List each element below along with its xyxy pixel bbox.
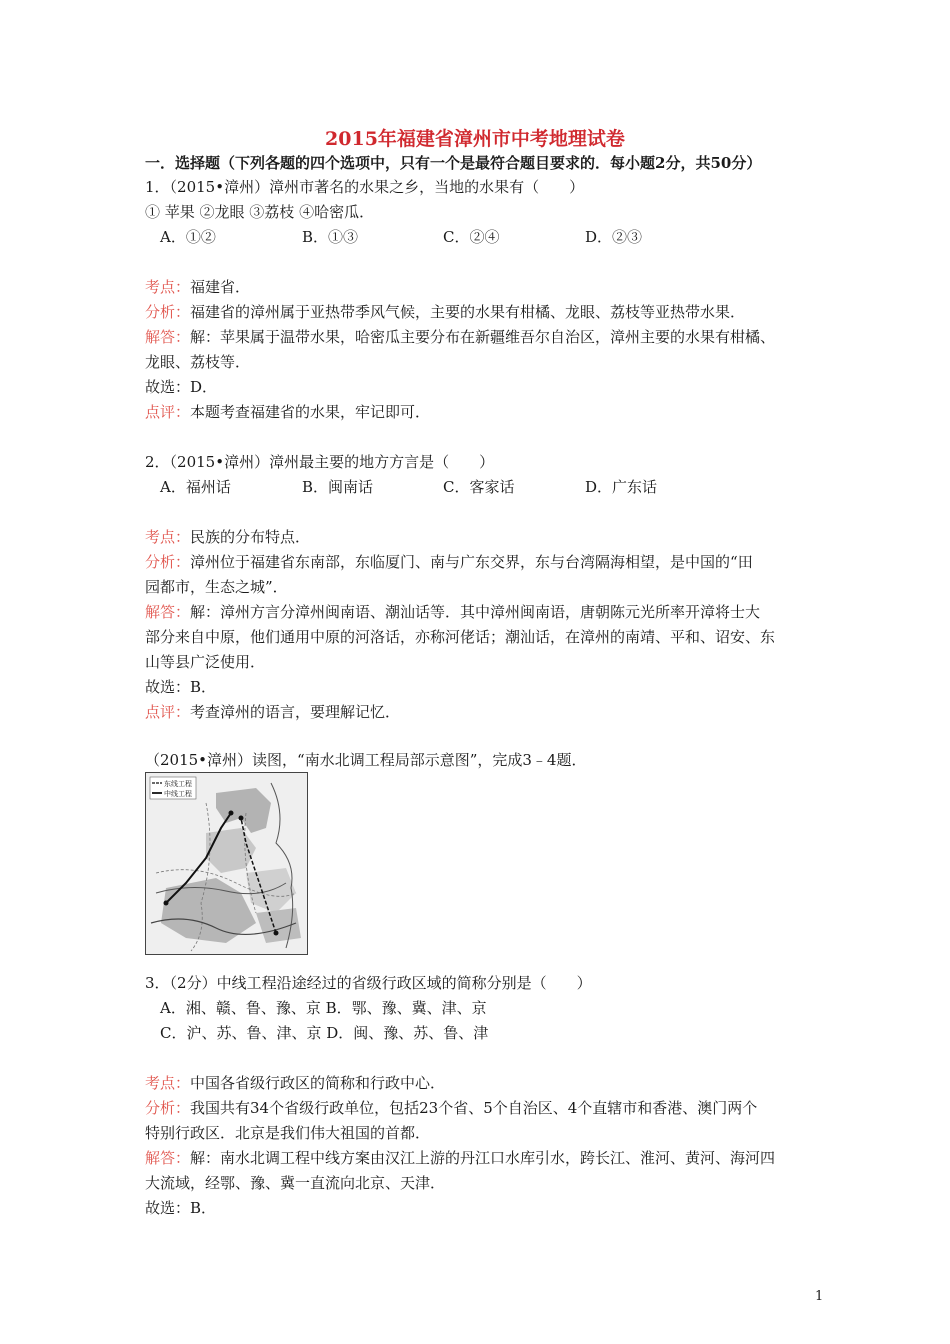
q3-jieda: [145, 1148, 775, 1168]
legend-middle-route: 中线工程: [164, 790, 192, 798]
q1-jieda-text-2: 龙眼、荔枝等．: [145, 353, 251, 371]
jieda-label: 解答：: [145, 1149, 191, 1167]
q2-option-d: D．广东话: [585, 478, 658, 496]
q1-items: ① 苹果 ②龙眼 ③荔枝 ④哈密瓜．: [145, 203, 375, 221]
q34-intro: （2015•漳州）读图，“南水北调工程局部示意图”，完成3﹣4题．: [145, 751, 587, 769]
q1-kaodian: [145, 277, 250, 297]
q3-jieda-text-2: 大流域，经鄂、豫、冀一直流向北京、天津．: [145, 1174, 446, 1192]
q1-option-d: D．②③: [585, 228, 643, 246]
q3-options-row-2: C．沪、苏、鲁、津、京 D．闽、豫、苏、鲁、津: [160, 1024, 489, 1042]
q2-answer: 故选：B．: [145, 678, 217, 696]
legend-eastern-route: 东线工程: [164, 780, 192, 788]
q2-option-c: C．客家话: [443, 478, 515, 496]
q1-jieda-text-1: 解：苹果属于温带水果，哈密瓜主要分布在新疆维吾尔自治区，漳州主要的水果有柑橘、: [190, 328, 776, 346]
page-number: 1: [815, 1289, 824, 1304]
fenxi-label: 分析：: [145, 553, 191, 571]
q3-stem: 3．（2分）中线工程沿途经过的省级行政区域的简称分别是（ ）: [145, 974, 592, 992]
q1-fenxi: [145, 302, 745, 322]
q1-option-b: B．①③: [302, 228, 359, 246]
jieda-label: 解答：: [145, 603, 191, 621]
q1-answer: 故选：D．: [145, 378, 218, 396]
map-figure: [146, 773, 307, 954]
jieda-label: 解答：: [145, 328, 191, 346]
q3-jieda-text-1: 解：南水北调工程中线方案由汉江上游的丹江口水库引水，跨长江、淮河、黄河、海河四: [190, 1149, 776, 1167]
q3-kaodian: [145, 1073, 445, 1093]
q2-fenxi: [145, 552, 753, 572]
section-header: 一．选择题（下列各题的四个选项中，只有一个是最符合题目要求的．每小题2分，共50分）: [145, 154, 762, 172]
dianping-label: 点评：: [145, 403, 191, 421]
q3-kaodian-text: 中国各省级行政区的简称和行政中心．: [190, 1074, 446, 1092]
q3-fenxi: [145, 1098, 757, 1118]
q2-jieda-text-1: 解：漳州方言分漳州闽南语、潮汕话等．其中漳州闽南语，唐朝陈元光所率开漳将士大: [190, 603, 761, 621]
q2-option-a: A．福州话: [160, 478, 231, 496]
q2-jieda-text-3: 山等县广泛使用．: [145, 653, 266, 671]
q2-dianping: [145, 702, 400, 722]
kaodian-label: 考点：: [145, 1074, 191, 1092]
q2-kaodian-text: 民族的分布特点．: [190, 528, 311, 546]
q1-option-a: A．①②: [160, 228, 216, 246]
q1-dianping-text: 本题考查福建省的水果，牢记即可．: [190, 403, 431, 421]
q1-stem: 1．（2015•漳州）漳州市著名的水果之乡，当地的水果有（ ）: [145, 178, 585, 196]
q3-options-row-1: A．湘、赣、鲁、豫、京 B．鄂、豫、冀、津、京: [160, 999, 487, 1017]
kaodian-label: 考点：: [145, 528, 191, 546]
dianping-label: 点评：: [145, 703, 191, 721]
kaodian-label: 考点：: [145, 278, 191, 296]
q2-stem: 2．（2015•漳州）漳州最主要的地方方言是（ ）: [145, 453, 495, 471]
q3-fenxi-text-2: 特别行政区．北京是我们伟大祖国的首都．: [145, 1124, 431, 1142]
q3-answer: 故选：B．: [145, 1199, 217, 1217]
fenxi-label: 分析：: [145, 1099, 191, 1117]
south-north-water-diversion-map: [145, 772, 308, 955]
q2-jieda: [145, 602, 760, 622]
q2-fenxi-text-1: 漳州位于福建省东南部，东临厦门、南与广东交界，东与台湾隔海相望，是中国的“田: [190, 553, 753, 571]
q2-jieda-text-2: 部分来自中原，他们通用中原的河洛话，亦称河佬话；潮汕话，在漳州的南靖、平和、诏安、东: [145, 628, 776, 646]
q3-fenxi-text-1: 我国共有34个省级行政单位，包括23个省、5个自治区、4个直辖市和香港、澳门两个: [190, 1099, 758, 1117]
q2-fenxi-text-2: 园都市，生态之城”．: [145, 578, 288, 596]
q1-dianping: [145, 402, 430, 422]
q2-kaodian: [145, 527, 310, 547]
q1-fenxi-text: 福建省的漳州属于亚热带季风气候，主要的水果有柑橘、龙眼、荔枝等亚热带水果．: [190, 303, 746, 321]
q1-option-c: C．②④: [443, 228, 500, 246]
q2-option-b: B．闽南话: [302, 478, 374, 496]
q1-jieda: [145, 327, 775, 347]
fenxi-label: 分析：: [145, 303, 191, 321]
page-title: 2015年福建省漳州市中考地理试卷: [325, 128, 625, 150]
q1-kaodian-text: 福建省．: [190, 278, 251, 296]
q2-dianping-text: 考查漳州的语言，要理解记忆．: [190, 703, 401, 721]
